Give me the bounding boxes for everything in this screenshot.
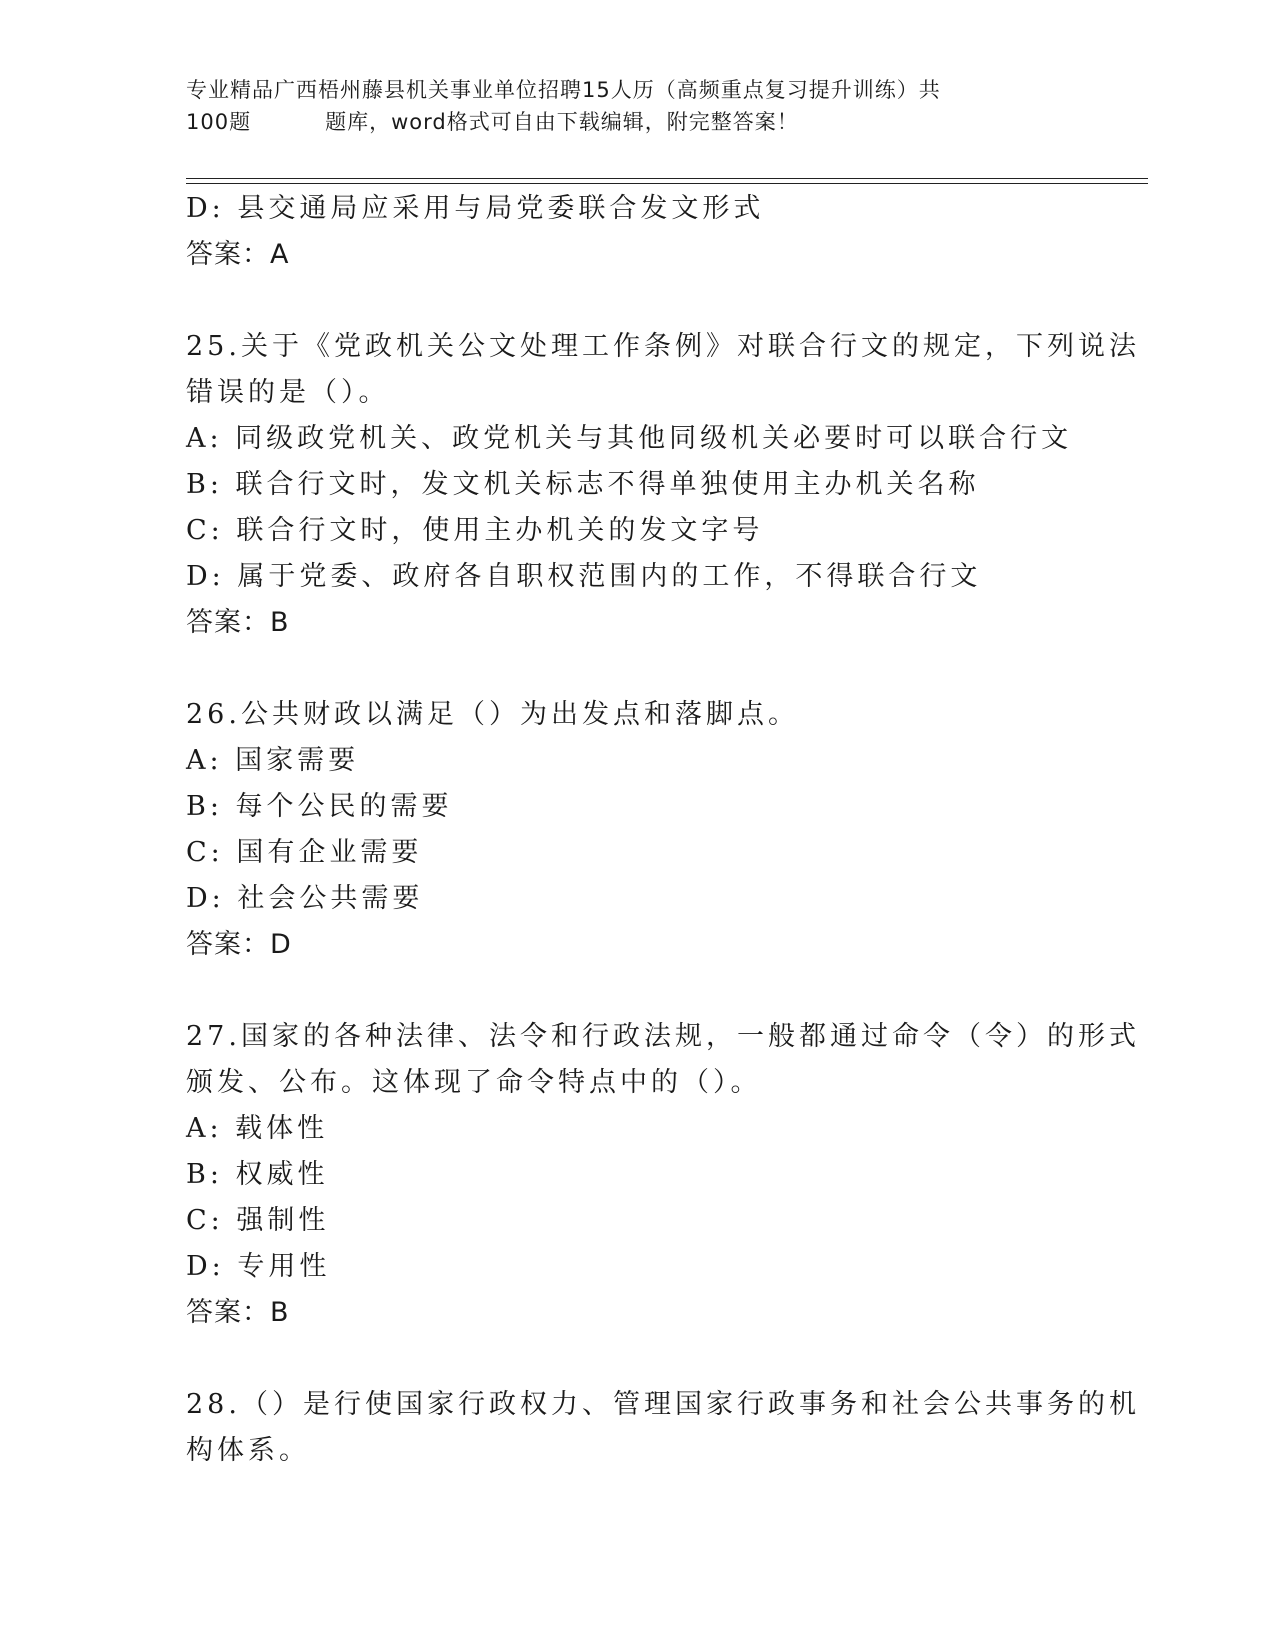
header-divider-bottom [186, 183, 1148, 184]
question-stem: 27.国家的各种法律、法令和行政法规，一般都通过命令（令）的形式 [186, 1021, 1140, 1052]
option-a: A: 载体性 [186, 1113, 329, 1144]
question-stem: 25.关于《党政机关公文处理工作条例》对联合行文的规定，下列说法 [186, 331, 1140, 362]
option-b: B: 权威性 [186, 1159, 329, 1190]
option-c: C: 强制性 [186, 1205, 330, 1236]
option-b: B: 每个公民的需要 [186, 791, 453, 822]
question-27 [186, 1014, 1140, 1336]
question-26 [186, 692, 1086, 968]
page-header [186, 74, 1066, 138]
option-a: A: 国家需要 [186, 745, 360, 776]
option-c: C: 国有企业需要 [186, 837, 423, 868]
question-stem: 26.公共财政以满足（）为出发点和落脚点。 [186, 699, 799, 730]
answer-line: 答案：B [186, 1297, 290, 1328]
answer-line: 答案：A [186, 239, 290, 270]
question-25 [186, 324, 1140, 646]
header-title-line-1: 专业精品广西梧州藤县机关事业单位招聘15人历（高频重点复习提升训练）共 [186, 78, 941, 102]
answer-line: 答案：D [186, 929, 292, 960]
question-stem: 错误的是（）。 [186, 377, 390, 408]
option-d: D: 属于党委、政府各自职权范围内的工作，不得联合行文 [186, 561, 982, 592]
option-b: B: 联合行文时，发文机关标志不得单独使用主办机关名称 [186, 469, 980, 500]
answer-line: 答案：B [186, 607, 290, 638]
header-description: 题库，word格式可自由下载编辑，附完整答案！ [325, 110, 799, 134]
option-c: C: 联合行文时，使用主办机关的发文字号 [186, 515, 764, 546]
option-d: D: 专用性 [186, 1251, 331, 1282]
question-content [186, 186, 1140, 1474]
header-divider-top [186, 178, 1148, 179]
question-28 [186, 1382, 1140, 1474]
header-title-line-2 [186, 106, 1066, 138]
header-question-count: 100题 [186, 110, 252, 134]
option-d: D: 社会公共需要 [186, 883, 424, 914]
question-stem: 构体系。 [186, 1435, 310, 1466]
option-d: D: 县交通局应采用与局党委联合发文形式 [186, 193, 765, 224]
option-a: A: 同级政党机关、政党机关与其他同级机关必要时可以联合行文 [186, 423, 1073, 454]
question-stem: 28.（）是行使国家行政权力、管理国家行政事务和社会公共事务的机 [186, 1389, 1140, 1420]
question-stem: 颁发、公布。这体现了命令特点中的（）。 [186, 1067, 762, 1098]
